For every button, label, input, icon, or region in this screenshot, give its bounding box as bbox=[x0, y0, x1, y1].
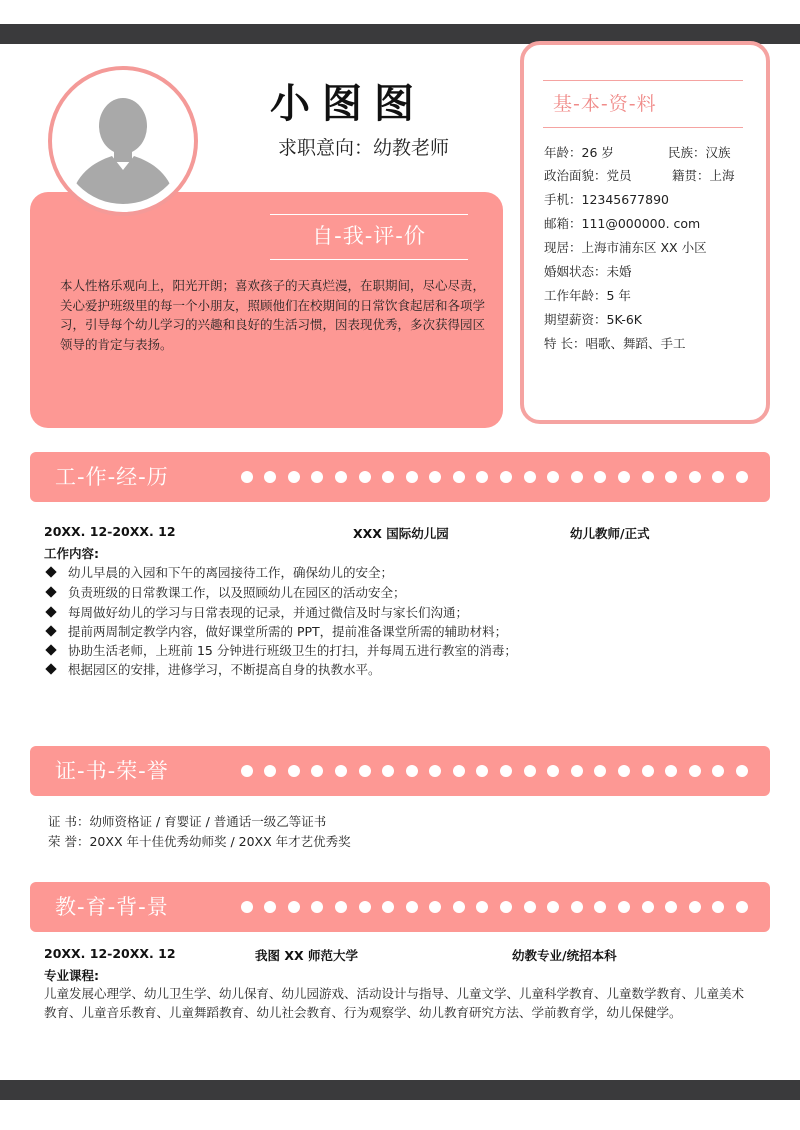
info-phone: 手机：12345677890 bbox=[544, 192, 669, 207]
dot bbox=[453, 901, 465, 913]
dot bbox=[524, 471, 536, 483]
dot bbox=[382, 765, 394, 777]
dot bbox=[311, 901, 323, 913]
cert-label: 证 书： bbox=[48, 814, 90, 829]
dot bbox=[406, 901, 418, 913]
info-salary: 期望薪资：5K-6K bbox=[544, 312, 642, 327]
dot bbox=[382, 471, 394, 483]
dot bbox=[524, 901, 536, 913]
info-email: 邮箱：111@000000. com bbox=[544, 216, 701, 231]
info-marital: 婚姻状态：未婚 bbox=[544, 264, 632, 279]
cert-row bbox=[48, 812, 326, 830]
dot bbox=[335, 471, 347, 483]
dot bbox=[264, 471, 276, 483]
dot bbox=[453, 765, 465, 777]
candidate-name: 小图图 bbox=[270, 81, 426, 127]
dot bbox=[406, 471, 418, 483]
dot bbox=[712, 765, 724, 777]
bullet-icon bbox=[45, 625, 56, 636]
dot bbox=[288, 471, 300, 483]
dot bbox=[359, 901, 371, 913]
dot bbox=[476, 471, 488, 483]
dot bbox=[689, 765, 701, 777]
work-position: 幼儿教师/正式 bbox=[570, 526, 650, 541]
dot bbox=[335, 901, 347, 913]
certs-section-header bbox=[30, 746, 770, 796]
dot bbox=[359, 471, 371, 483]
certs-section-title: 证-书-荣-誉 bbox=[55, 759, 169, 783]
dot bbox=[547, 471, 559, 483]
dot bbox=[736, 901, 748, 913]
dot bbox=[665, 765, 677, 777]
work-org: XXX 国际幼儿园 bbox=[353, 526, 449, 541]
list-item: 每周做好幼儿的学习与日常表现的记录，并通过微信及时与家长们沟通； bbox=[44, 603, 468, 621]
list-item: 负责班级的日常教课工作，以及照顾幼儿在园区的活动安全； bbox=[44, 583, 406, 601]
dot bbox=[382, 901, 394, 913]
education-school: 我图 XX 师范大学 bbox=[255, 948, 358, 963]
honor-row bbox=[48, 832, 351, 850]
dot bbox=[736, 471, 748, 483]
dot bbox=[594, 765, 606, 777]
dot bbox=[618, 901, 630, 913]
dot bbox=[547, 901, 559, 913]
dot bbox=[264, 901, 276, 913]
dots-decoration bbox=[241, 471, 748, 483]
dot bbox=[571, 765, 583, 777]
dot bbox=[264, 765, 276, 777]
bullet-icon bbox=[45, 663, 56, 674]
info-row-age bbox=[544, 143, 731, 161]
info-ethnicity: 民族：汉族 bbox=[668, 145, 731, 160]
list-item: 提前两周制定教学内容，做好课堂所需的 PPT，提前准备课堂所需的辅助材料； bbox=[44, 622, 507, 640]
dot bbox=[594, 471, 606, 483]
dot bbox=[594, 901, 606, 913]
dot bbox=[241, 471, 253, 483]
info-address: 现居：上海市浦东区 XX 小区 bbox=[544, 240, 707, 255]
dots-decoration bbox=[241, 901, 748, 913]
dot bbox=[406, 765, 418, 777]
self-evaluation-text: 本人性格乐观向上，阳光开朗；喜欢孩子的天真烂漫，在职期间，尽心尽责，关心爱护班级里的每一个小朋友，照顾他们在校期间的日常饮食起居和各项学习，引导每个幼儿学习的兴趣和良好的生活习惯，因表现优秀，多次获得园区领导的肯定与表扬。 bbox=[60, 278, 486, 352]
dot bbox=[642, 471, 654, 483]
courses-label: 专业课程: bbox=[44, 968, 99, 983]
education-section-title: 教-育-背-景 bbox=[55, 895, 169, 919]
bullet-icon bbox=[45, 586, 56, 597]
dot bbox=[500, 765, 512, 777]
dot bbox=[618, 471, 630, 483]
dot bbox=[288, 901, 300, 913]
dots-decoration bbox=[241, 765, 748, 777]
list-item: 根据园区的安排，进修学习，不断提高自身的执教水平。 bbox=[44, 660, 381, 678]
dot bbox=[524, 765, 536, 777]
job-intent: 求职意向：幼教老师 bbox=[278, 137, 450, 159]
cert-text: 幼师资格证 / 育婴证 / 普通话一级乙等证书 bbox=[89, 814, 327, 829]
education-section-header bbox=[30, 882, 770, 932]
honor-label: 荣 誉： bbox=[48, 834, 90, 849]
dot bbox=[453, 471, 465, 483]
work-section-title: 工-作-经-历 bbox=[55, 465, 169, 489]
dot bbox=[571, 471, 583, 483]
courses-text: 儿童发展心理学、幼儿卫生学、幼儿保育、幼儿园游戏、活动设计与指导、儿童文学、儿童科学教育、儿童数学教育、儿童美术教育、儿童音乐教育、儿童舞蹈教育、幼儿社会教育、行为观察学、幼儿教育研究方法、学前教育学，幼儿保健学。 bbox=[44, 986, 745, 1020]
dot bbox=[736, 765, 748, 777]
dot bbox=[288, 765, 300, 777]
dot bbox=[311, 471, 323, 483]
basic-info-title: 基-本-资-料 bbox=[543, 80, 743, 128]
work-period: 20XX. 12-20XX. 12 bbox=[44, 524, 176, 539]
dot bbox=[429, 765, 441, 777]
info-age: 年龄：26 岁 bbox=[544, 145, 614, 160]
info-skills: 特 长：唱歌、舞蹈、手工 bbox=[544, 336, 686, 351]
bullet-icon bbox=[45, 566, 56, 577]
info-political: 政治面貌：党员 bbox=[544, 168, 632, 183]
dot bbox=[642, 765, 654, 777]
dot bbox=[571, 901, 583, 913]
avatar bbox=[48, 66, 198, 216]
dot bbox=[689, 901, 701, 913]
dot bbox=[689, 471, 701, 483]
dot bbox=[429, 471, 441, 483]
dot bbox=[359, 765, 371, 777]
dot bbox=[712, 471, 724, 483]
dot bbox=[665, 471, 677, 483]
dot bbox=[476, 765, 488, 777]
dot bbox=[241, 765, 253, 777]
self-evaluation-title: 自-我-评-价 bbox=[270, 214, 468, 260]
dot bbox=[618, 765, 630, 777]
bullet-icon bbox=[45, 606, 56, 617]
bottom-bar bbox=[0, 1080, 800, 1100]
dot bbox=[712, 901, 724, 913]
list-item: 协助生活老师，上班前 15 分钟进行班级卫生的打扫，并每周五进行教室的消毒； bbox=[44, 641, 517, 659]
dot bbox=[311, 765, 323, 777]
dot bbox=[642, 901, 654, 913]
dot bbox=[500, 901, 512, 913]
dot bbox=[335, 765, 347, 777]
education-major: 幼教专业/统招本科 bbox=[512, 948, 617, 963]
info-row-political bbox=[544, 166, 735, 184]
work-content-label: 工作内容: bbox=[44, 546, 99, 561]
honor-text: 20XX 年十佳优秀幼师奖 / 20XX 年才艺优秀奖 bbox=[89, 834, 351, 849]
dot bbox=[241, 901, 253, 913]
list-item: 幼儿早晨的入园和下午的离园接待工作，确保幼儿的安全； bbox=[44, 563, 393, 581]
dot bbox=[476, 901, 488, 913]
info-work-years: 工作年龄：5 年 bbox=[544, 288, 631, 303]
person-silhouette-icon bbox=[60, 78, 186, 204]
dot bbox=[429, 901, 441, 913]
dot bbox=[665, 901, 677, 913]
dot bbox=[547, 765, 559, 777]
info-native: 籍贯：上海 bbox=[672, 168, 735, 183]
dot bbox=[500, 471, 512, 483]
education-period: 20XX. 12-20XX. 12 bbox=[44, 946, 176, 961]
bullet-icon bbox=[45, 644, 56, 655]
work-section-header bbox=[30, 452, 770, 502]
